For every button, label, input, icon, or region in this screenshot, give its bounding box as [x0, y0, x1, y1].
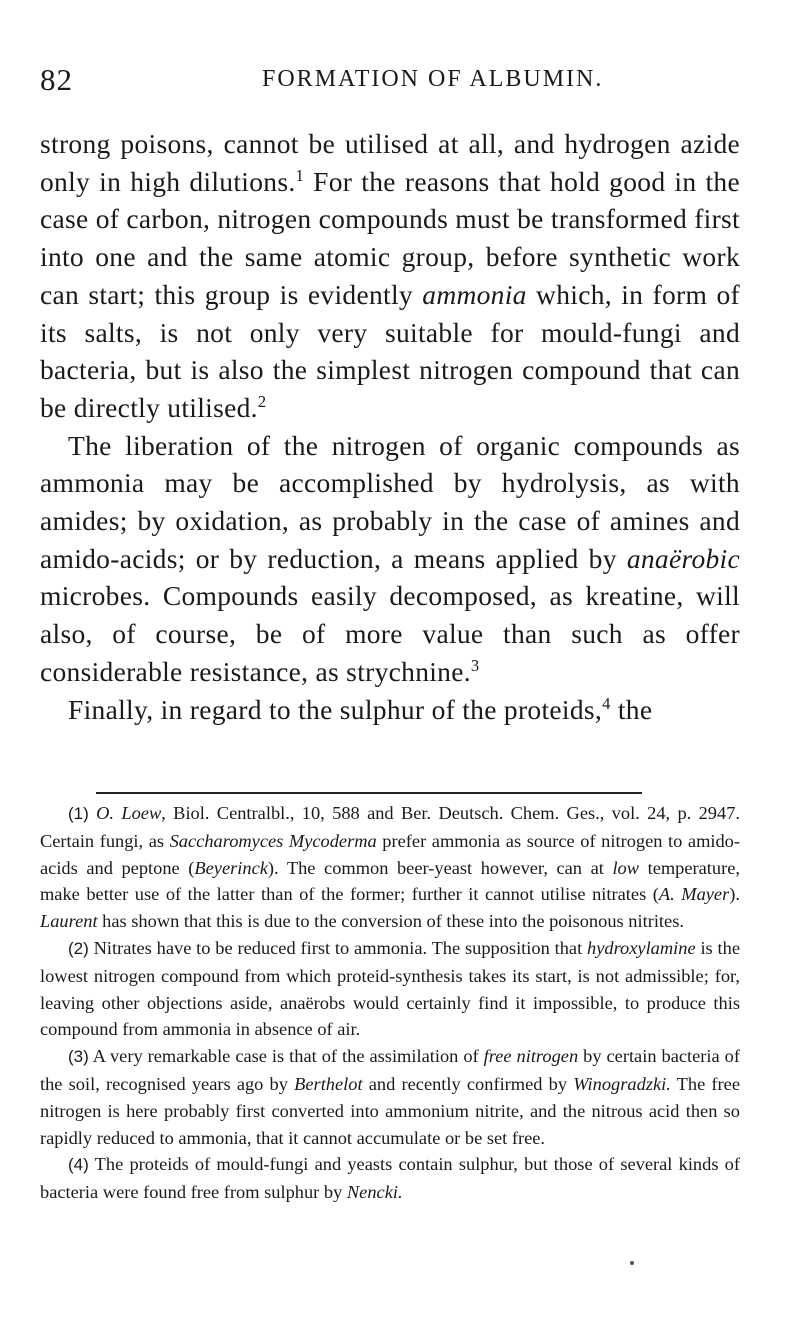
emphasis: Berthelot — [294, 1073, 363, 1094]
text: The liberation of the nitrogen of organic compounds as ammonia may be accomplished by hydrolysis, as with amides; by oxidation, as probably in the case of amines and amido-acids; or by reduction, a means applied by — [40, 429, 740, 574]
footnote-number: (3) — [68, 1047, 89, 1067]
emphasis: hydroxylamine — [587, 937, 696, 958]
text: , Biol. Centralbl., 10, 588 and Ber. Deutsch. Chem. Ges., vol. 24, p. 2947. Certain fungi, as — [40, 803, 740, 851]
text: ). — [729, 884, 740, 905]
text: ). The common beer-yeast however, can at — [267, 857, 613, 878]
text: has shown that this is due to the conversion of these into the poisonous nitrites. — [97, 911, 684, 932]
text: the — [610, 693, 653, 725]
text: strong poisons, cannot be utilised at all, and hydrogen azide only in high dilutions. — [40, 128, 740, 197]
emphasis: free nitrogen — [483, 1046, 579, 1067]
emphasis: Laurent — [40, 911, 98, 932]
text: Nitrates have to be reduced first to ammonia. The supposition that — [88, 937, 588, 958]
text: A very remarkable case is that of the assimilation of — [88, 1046, 484, 1067]
text: is the lowest nitrogen compound from which proteid-synthesis takes its start, is not admissible; for, leaving other objections aside, anaërobs would certainly find it impossible, to produce this compound from ammonia in absence of air. — [40, 937, 740, 1040]
page-header — [40, 62, 738, 102]
text: Finally, in regard to the sulphur of the proteids, — [68, 693, 603, 725]
emphasis: anaërobic — [626, 542, 740, 574]
footnote-ref: 1 — [295, 165, 305, 185]
print-speck — [630, 1261, 634, 1265]
footnote-number: (2) — [68, 938, 89, 958]
footnote-2 — [40, 935, 740, 1043]
running-title: FORMATION OF ALBUMIN. — [262, 66, 604, 92]
text: The free nitrogen is here probably first converted into ammonium nitrite, and the nitrous acid then so rapidly reduced to ammonia, that it cannot accumulate or be set free. — [40, 1073, 741, 1148]
main-text — [40, 125, 740, 728]
footnote-divider — [96, 792, 642, 794]
text: which, in form of its salts, is not only very suitable for mould-fungi and bacteria, but is also the simplest nitrogen compound that can be directly utilised. — [40, 278, 740, 423]
footnote-ref: 2 — [257, 391, 267, 411]
emphasis: O. Loew — [96, 803, 162, 823]
text: For the reasons that hold good in the case of carbon, nitrogen compounds must be transformed first into one and the same atomic group, before synthetic work can start; this group is evidently — [40, 165, 740, 310]
footnote-4 — [40, 1151, 740, 1206]
footnote-1 — [40, 800, 740, 935]
emphasis: ammonia — [422, 278, 527, 310]
footnote-ref: 3 — [470, 655, 480, 675]
emphasis: A. Mayer — [658, 884, 730, 905]
emphasis: Beyerinck — [194, 857, 268, 878]
footnote-number: (4) — [68, 1155, 89, 1175]
text: by certain bacteria of the soil, recognised years ago by — [40, 1046, 740, 1094]
page-number: 82 — [40, 62, 73, 97]
emphasis: Nencki. — [346, 1182, 403, 1203]
emphasis: Winogradzki. — [573, 1073, 671, 1094]
footnote-ref: 4 — [602, 693, 611, 713]
footnotes — [40, 800, 740, 1206]
footnote-3 — [40, 1043, 740, 1151]
footnote-number: (1) — [68, 804, 89, 823]
emphasis: low — [612, 857, 640, 878]
paragraph-3 — [40, 691, 740, 729]
text: and recently confirmed by — [362, 1073, 574, 1094]
text: prefer ammonia as source of nitrogen to amido-acids and peptone ( — [40, 830, 740, 878]
emphasis: Saccharomyces Mycoderma — [169, 830, 377, 851]
text: The proteids of mould-fungi and yeasts contain sulphur, but those of several kinds of bacteria were found free from sulphur by — [40, 1154, 740, 1203]
text: temperature, make better use of the latter than of the former; further it cannot utilise nitrates ( — [40, 857, 740, 905]
paragraph-1 — [40, 125, 740, 427]
paragraph-2 — [40, 427, 740, 691]
text: microbes. Compounds easily decomposed, as kreatine, will also, of course, be of more value than such as offer considerable resistance, as strychnine. — [40, 580, 740, 687]
